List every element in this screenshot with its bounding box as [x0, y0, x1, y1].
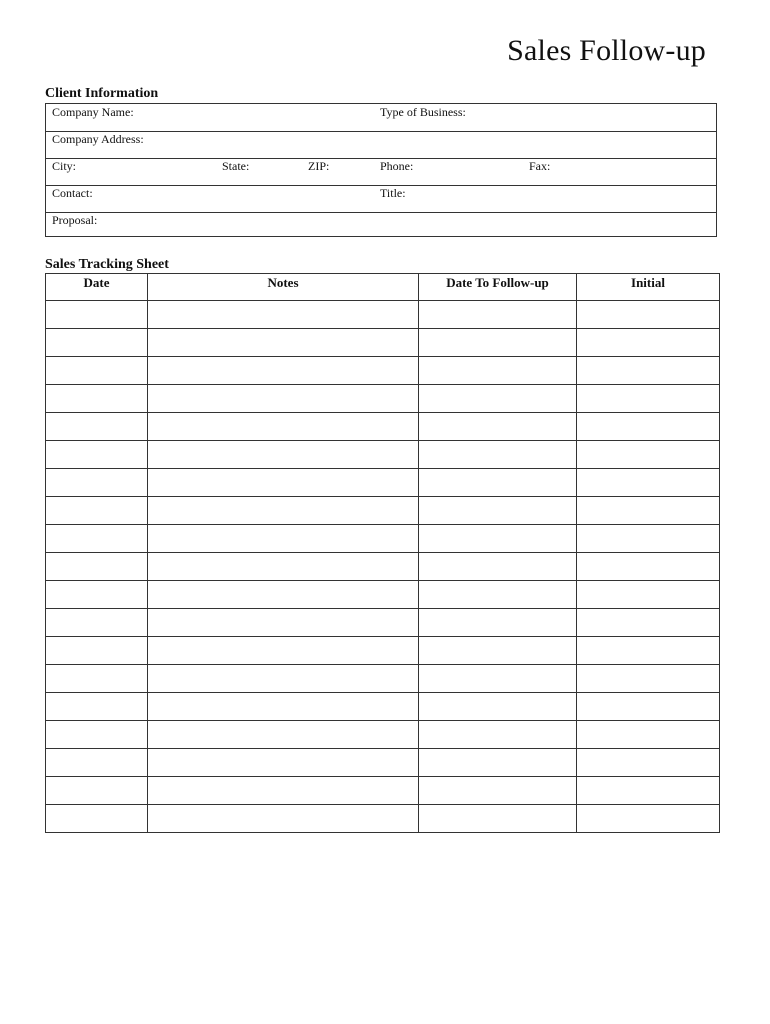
notes-cell[interactable]	[148, 329, 419, 357]
date-cell[interactable]	[46, 329, 148, 357]
date-to-follow-up-cell[interactable]	[419, 721, 577, 749]
sales-tracking-table	[45, 273, 720, 833]
state-label: State:	[222, 159, 250, 173]
date-cell[interactable]	[46, 413, 148, 441]
date-cell[interactable]	[46, 749, 148, 777]
table-row	[46, 777, 720, 805]
table-row	[46, 693, 720, 721]
notes-cell[interactable]	[148, 609, 419, 637]
page-title: Sales Follow-up	[507, 34, 706, 67]
table-row	[46, 581, 720, 609]
initial-cell[interactable]	[577, 721, 720, 749]
client-row-address	[46, 131, 716, 159]
initial-cell[interactable]	[577, 413, 720, 441]
table-row	[46, 721, 720, 749]
date-cell[interactable]	[46, 609, 148, 637]
initial-cell[interactable]	[577, 497, 720, 525]
initial-cell[interactable]	[577, 609, 720, 637]
zip-label: ZIP:	[308, 159, 330, 173]
tracking-table-body	[46, 301, 720, 833]
table-row	[46, 665, 720, 693]
date-cell[interactable]	[46, 721, 148, 749]
date-cell[interactable]	[46, 777, 148, 805]
table-row	[46, 525, 720, 553]
date-cell[interactable]	[46, 497, 148, 525]
table-row	[46, 413, 720, 441]
notes-cell[interactable]	[148, 301, 419, 329]
date-to-follow-up-cell[interactable]	[419, 553, 577, 581]
notes-cell[interactable]	[148, 497, 419, 525]
initial-cell[interactable]	[577, 581, 720, 609]
date-to-follow-up-cell[interactable]	[419, 525, 577, 553]
date-to-follow-up-cell[interactable]	[419, 441, 577, 469]
table-row	[46, 357, 720, 385]
initial-cell[interactable]	[577, 553, 720, 581]
table-row	[46, 441, 720, 469]
initial-cell[interactable]	[577, 665, 720, 693]
initial-cell[interactable]	[577, 469, 720, 497]
date-to-follow-up-cell[interactable]	[419, 777, 577, 805]
date-to-follow-up-cell[interactable]	[419, 581, 577, 609]
table-row	[46, 469, 720, 497]
date-cell[interactable]	[46, 385, 148, 413]
column-header-date: Date	[46, 274, 148, 301]
column-header-initial: Initial	[577, 274, 720, 301]
notes-cell[interactable]	[148, 553, 419, 581]
company-name-label: Company Name:	[52, 105, 134, 119]
date-cell[interactable]	[46, 525, 148, 553]
date-cell[interactable]	[46, 301, 148, 329]
contact-title-label: Title:	[380, 186, 406, 200]
date-to-follow-up-cell[interactable]	[419, 665, 577, 693]
initial-cell[interactable]	[577, 357, 720, 385]
client-information-box	[45, 103, 717, 237]
notes-cell[interactable]	[148, 385, 419, 413]
table-row	[46, 609, 720, 637]
initial-cell[interactable]	[577, 637, 720, 665]
date-cell[interactable]	[46, 637, 148, 665]
table-row	[46, 553, 720, 581]
date-to-follow-up-cell[interactable]	[419, 385, 577, 413]
date-cell[interactable]	[46, 805, 148, 833]
type-of-business-label: Type of Business:	[380, 105, 466, 119]
date-to-follow-up-cell[interactable]	[419, 805, 577, 833]
date-cell[interactable]	[46, 469, 148, 497]
notes-cell[interactable]	[148, 413, 419, 441]
date-to-follow-up-cell[interactable]	[419, 413, 577, 441]
notes-cell[interactable]	[148, 665, 419, 693]
notes-cell[interactable]	[148, 693, 419, 721]
notes-cell[interactable]	[148, 469, 419, 497]
date-to-follow-up-cell[interactable]	[419, 301, 577, 329]
client-information-heading: Client Information	[45, 86, 159, 101]
notes-cell[interactable]	[148, 637, 419, 665]
initial-cell[interactable]	[577, 693, 720, 721]
initial-cell[interactable]	[577, 329, 720, 357]
initial-cell[interactable]	[577, 441, 720, 469]
notes-cell[interactable]	[148, 525, 419, 553]
notes-cell[interactable]	[148, 805, 419, 833]
table-header-row	[46, 274, 720, 301]
date-cell[interactable]	[46, 665, 148, 693]
client-row-location	[46, 158, 716, 186]
initial-cell[interactable]	[577, 805, 720, 833]
notes-cell[interactable]	[148, 749, 419, 777]
notes-cell[interactable]	[148, 721, 419, 749]
proposal-label: Proposal:	[52, 213, 98, 227]
table-row	[46, 497, 720, 525]
date-to-follow-up-cell[interactable]	[419, 329, 577, 357]
initial-cell[interactable]	[577, 525, 720, 553]
date-to-follow-up-cell[interactable]	[419, 357, 577, 385]
table-row	[46, 385, 720, 413]
table-row	[46, 637, 720, 665]
column-header-notes: Notes	[148, 274, 419, 301]
notes-cell[interactable]	[148, 441, 419, 469]
contact-label: Contact:	[52, 186, 93, 200]
table-row	[46, 301, 720, 329]
notes-cell[interactable]	[148, 777, 419, 805]
notes-cell[interactable]	[148, 357, 419, 385]
initial-cell[interactable]	[577, 749, 720, 777]
city-label: City:	[52, 159, 77, 173]
date-to-follow-up-cell[interactable]	[419, 609, 577, 637]
table-row	[46, 749, 720, 777]
initial-cell[interactable]	[577, 385, 720, 413]
date-cell[interactable]	[46, 581, 148, 609]
table-row	[46, 329, 720, 357]
notes-cell[interactable]	[148, 581, 419, 609]
date-to-follow-up-cell[interactable]	[419, 469, 577, 497]
phone-label: Phone:	[380, 159, 414, 173]
date-cell[interactable]	[46, 553, 148, 581]
client-row-contact	[46, 185, 716, 213]
table-row	[46, 805, 720, 833]
client-row-company	[46, 104, 716, 132]
date-cell[interactable]	[46, 441, 148, 469]
date-to-follow-up-cell[interactable]	[419, 497, 577, 525]
initial-cell[interactable]	[577, 777, 720, 805]
sales-tracking-heading: Sales Tracking Sheet	[45, 257, 169, 272]
date-cell[interactable]	[46, 693, 148, 721]
column-header-date-to-follow-up: Date To Follow-up	[419, 274, 577, 301]
initial-cell[interactable]	[577, 301, 720, 329]
company-address-label: Company Address:	[52, 132, 144, 146]
date-to-follow-up-cell[interactable]	[419, 693, 577, 721]
fax-label: Fax:	[529, 159, 551, 173]
client-row-proposal	[46, 212, 716, 238]
date-cell[interactable]	[46, 357, 148, 385]
date-to-follow-up-cell[interactable]	[419, 637, 577, 665]
date-to-follow-up-cell[interactable]	[419, 749, 577, 777]
